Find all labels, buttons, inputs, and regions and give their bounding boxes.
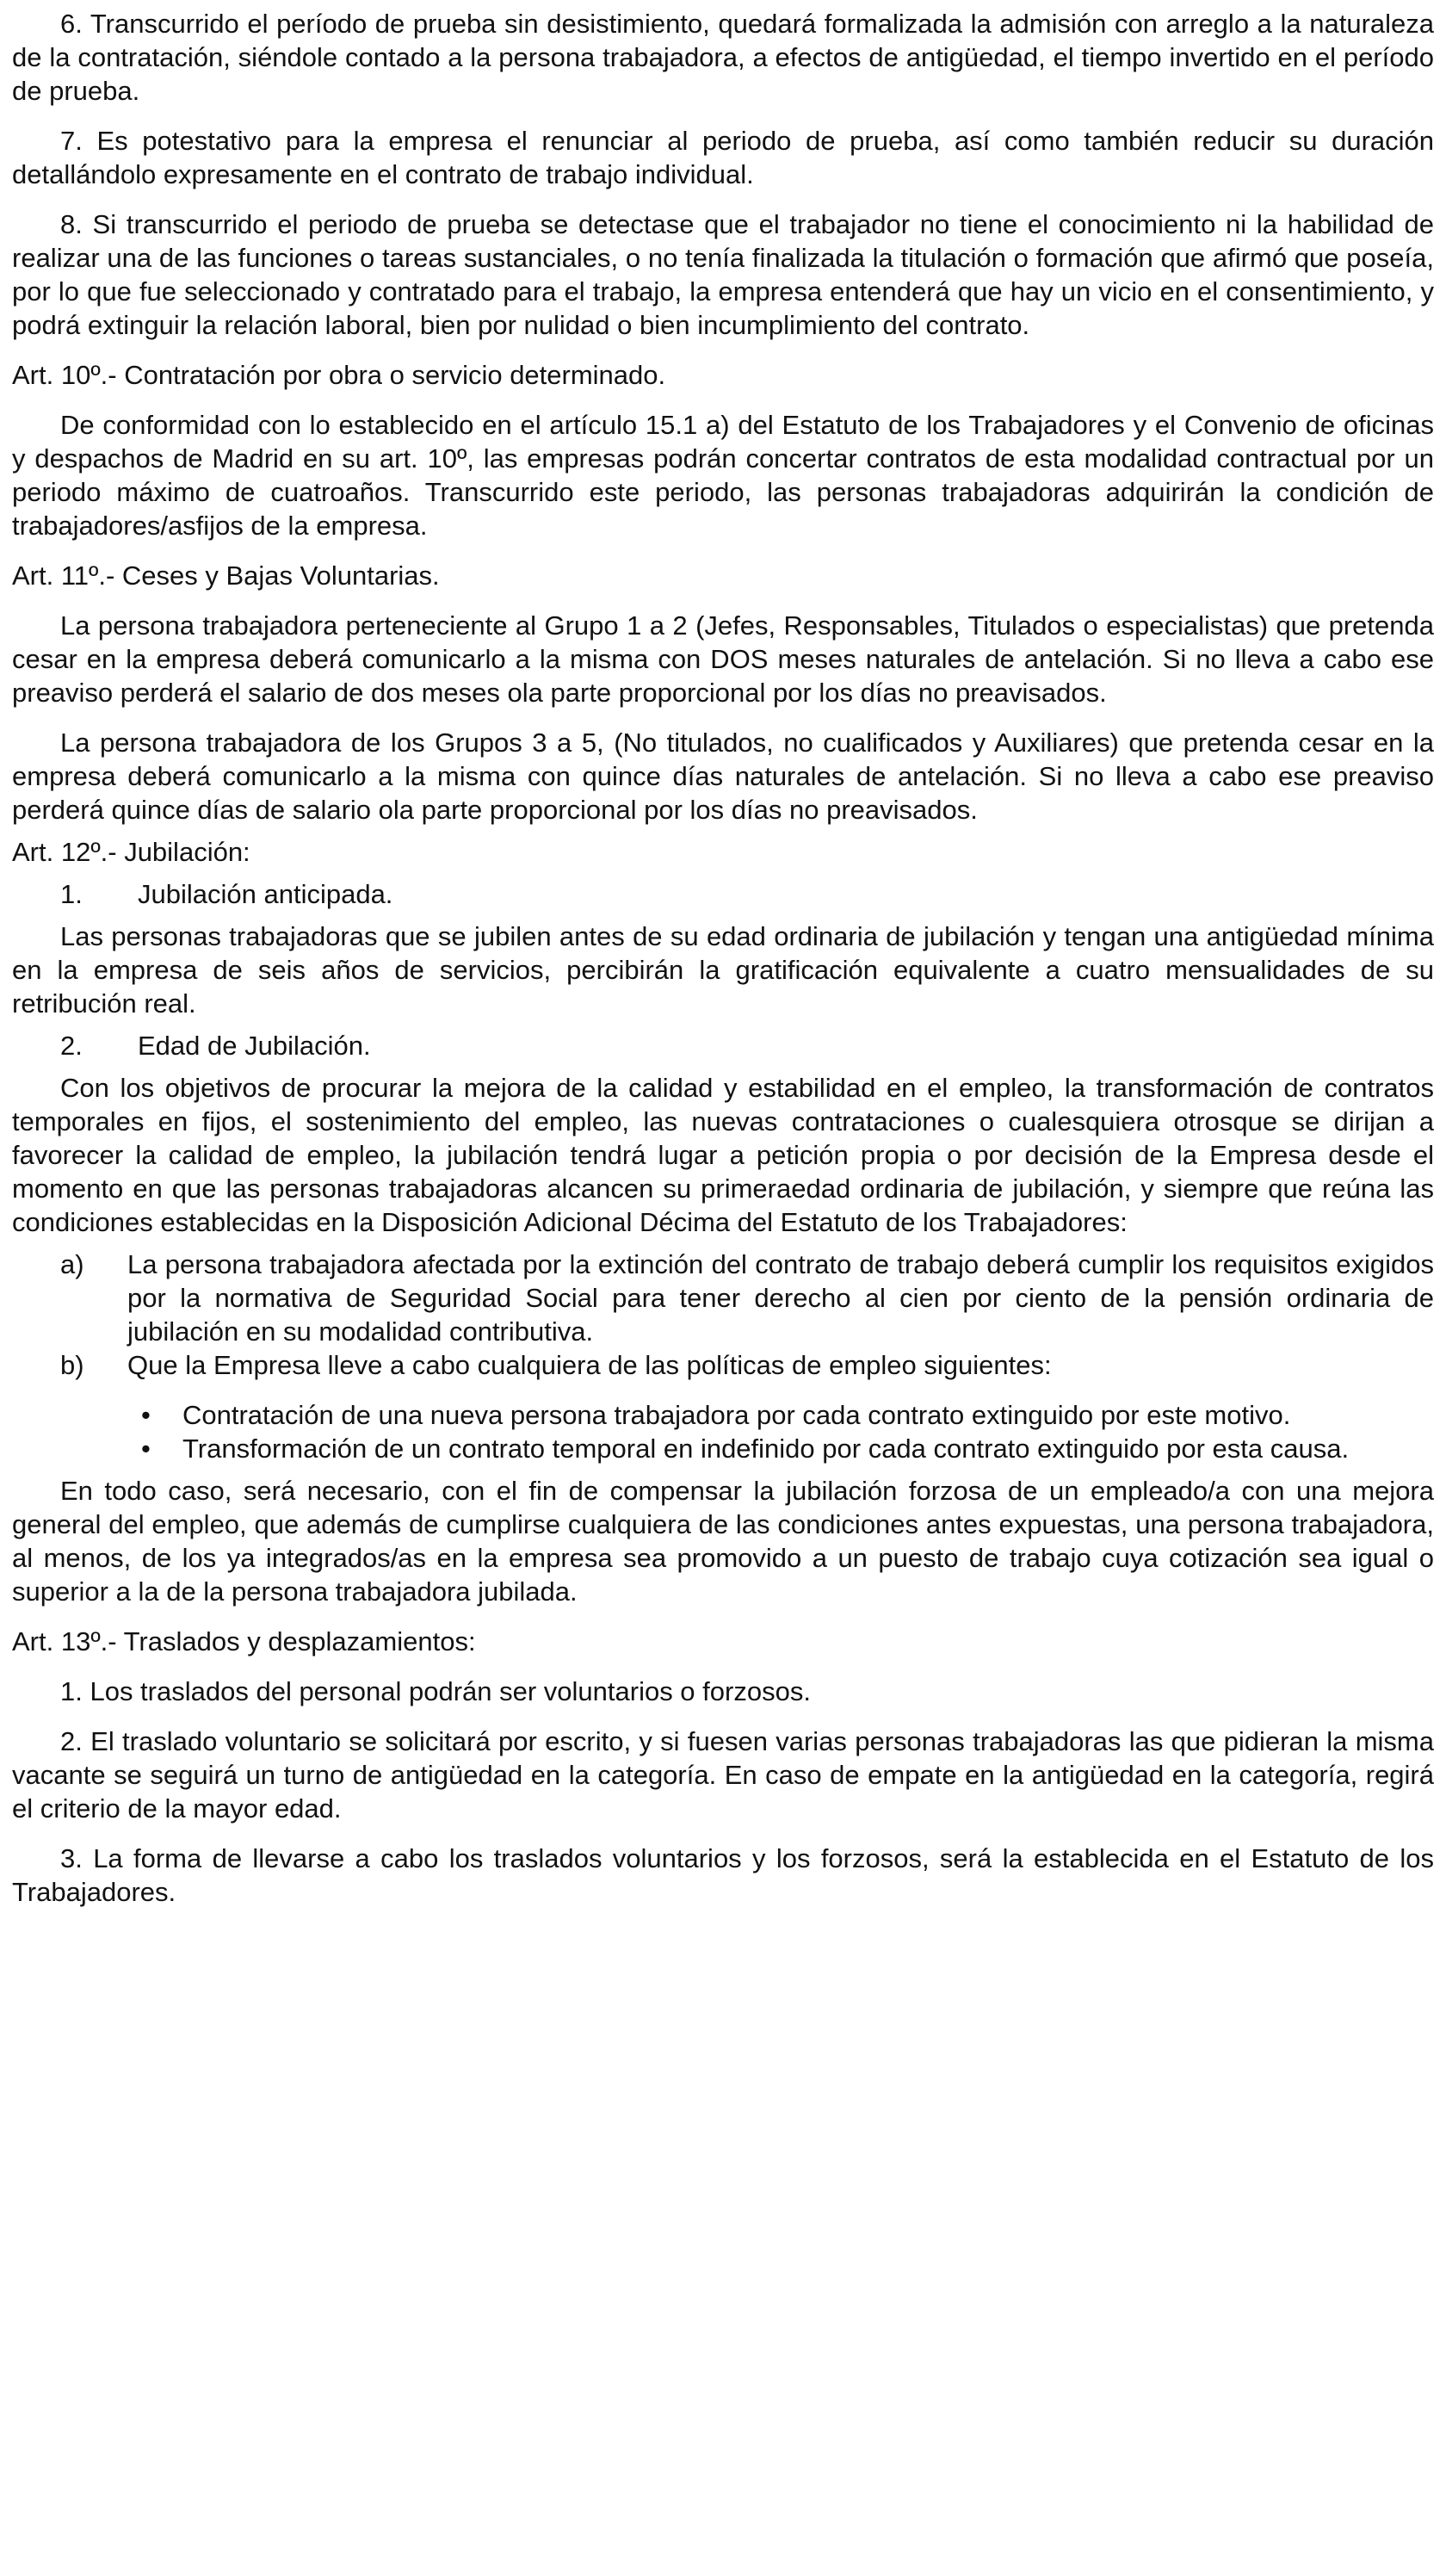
article-10-heading: Art. 10º.- Contratación por obra o servicio determinado. [12, 360, 666, 390]
bullet-icon: • [141, 1400, 151, 1430]
article-12-paragraph-2: Con los objetivos de procurar la mejora de la calidad y estabilidad en el empleo, la transformación de contratos temporales en fijos, el sostenimiento del empleo, las nuevas contrataciones o cualesquiera otrosque se dirijan a favorecer la calidad de empleo, la jubilación tendrá lugar a petición propia o por decisión de la Empresa desde el momento en que las personas trabajadoras alcancen su primeraedad ordinaria de jubilación, y siempre que reúna las condiciones establecidas en la Disposición Adicional Décima del Estatuto de los Trabajadores: [12, 1073, 1434, 1237]
article-12-paragraph-3: En todo caso, será necesario, con el fin de compensar la jubilación forzosa de un empleado/a con una mejora general del empleo, que además de cumplirse cualquiera de las condiciones antes expuestas, una persona trabajadora, al menos, de los ya integrados/as en la empresa sea promovido a un puesto de trabajo cuya cotización sea igual o superior a la de la persona trabajadora jubilada. [12, 1476, 1434, 1607]
item-title: Jubilación anticipada. [138, 879, 393, 909]
item-number: 1. [60, 879, 83, 909]
article-12-item-2 [60, 1029, 1434, 1062]
list-text: La persona trabajadora afectada por la extinción del contrato de trabajo deberá cumplir los requisitos exigidos por la normativa de Seguridad Social para tener derecho al cien por ciento de la pensión ordinaria de jubilación en su modalidad contributiva. [127, 1249, 1434, 1347]
paragraph-8: 8. Si transcurrido el periodo de prueba se detectase que el trabajador no tiene el conocimiento ni la habilidad de realizar una de las funciones o tareas sustanciales, o no tenía finalizada la titulación o formación que afirmó que poseía, por lo que fue seleccionado y contratado para el trabajo, la empresa entenderá que hay un vicio en el consentimiento, y podrá extinguir la relación laboral, bien por nulidad o bien incumplimiento del contrato. [12, 209, 1434, 340]
article-12-list-item-a [60, 1248, 1434, 1348]
article-12-list-item-b [60, 1348, 1434, 1382]
bullet-icon: • [141, 1434, 151, 1464]
article-13-paragraph-3: 3. La forma de llevarse a cabo los traslados voluntarios y los forzosos, será la establecida en el Estatuto de los Trabajadores. [12, 1843, 1434, 1907]
article-11-paragraph-2: La persona trabajadora de los Grupos 3 a 5, (No titulados, no cualificados y Auxiliares) que pretenda cesar en la empresa deberá comunicarlo a la misma con quince días naturales de antelación. Si no lleva a cabo ese preaviso perderá quince días de salario ola parte proporcional por los días no preavisados. [12, 728, 1434, 825]
list-text: Que la Empresa lleve a cabo cualquiera de las políticas de empleo siguientes: [127, 1350, 1052, 1380]
article-13-heading: Art. 13º.- Traslados y desplazamientos: [12, 1626, 476, 1656]
article-11-paragraph-1: La persona trabajadora perteneciente al Grupo 1 a 2 (Jefes, Responsables, Titulados o especialistas) que pretenda cesar en la empresa deberá comunicarlo a la misma con DOS meses naturales de antelación. Si no lleva a cabo ese preaviso perderá el salario de dos meses ola parte proporcional por los días no preavisados. [12, 610, 1434, 708]
paragraph-7: 7. Es potestativo para la empresa el renunciar al periodo de prueba, así como también reducir su duración detallándolo expresamente en el contrato de trabajo individual. [12, 126, 1434, 189]
article-11-heading: Art. 11º.- Ceses y Bajas Voluntarias. [12, 560, 440, 591]
bullet-text: Contratación de una nueva persona trabajadora por cada contrato extinguido por este motivo. [182, 1400, 1291, 1430]
list-label: a) [60, 1249, 84, 1279]
article-13-paragraph-2: 2. El traslado voluntario se solicitará por escrito, y si fuesen varias personas trabajadoras las que pidieran la misma vacante se seguirá un turno de antigüedad en la categoría. En caso de empate en la antigüedad en la categoría, regirá el criterio de la mayor edad. [12, 1726, 1434, 1824]
article-13-paragraph-1: 1. Los traslados del personal podrán ser voluntarios o forzosos. [60, 1676, 811, 1706]
article-10-paragraph: De conformidad con lo establecido en el artículo 15.1 a) del Estatuto de los Trabajadores y el Convenio de oficinas y despachos de Madrid en su art. 10º, las empresas podrán concertar contratos de esta modalidad contractual por un periodo máximo de cuatroaños. Transcurrido este periodo, las personas trabajadoras adquirirán la condición de trabajadores/asfijos de la empresa. [12, 410, 1434, 541]
article-12-bullet-2 [141, 1432, 1434, 1465]
article-12-heading: Art. 12º.- Jubilación: [12, 837, 250, 867]
bullet-text: Transformación de un contrato temporal en indefinido por cada contrato extinguido por esta causa. [182, 1434, 1350, 1464]
paragraph-6: 6. Transcurrido el período de prueba sin desistimiento, quedará formalizada la admisión con arreglo a la naturaleza de la contratación, siéndole contado a la persona trabajadora, a efectos de antigüedad, el tiempo invertido en el período de prueba. [12, 9, 1434, 106]
article-12-paragraph-1: Las personas trabajadoras que se jubilen antes de su edad ordinaria de jubilación y tengan una antigüedad mínima en la empresa de seis años de servicios, percibirán la gratificación equivalente a cuatro mensualidades de su retribución real. [12, 921, 1434, 1019]
article-12-item-1 [60, 877, 1434, 911]
list-label: b) [60, 1350, 84, 1380]
item-title: Edad de Jubilación. [138, 1031, 371, 1061]
article-12-bullet-1 [141, 1398, 1434, 1432]
item-number: 2. [60, 1031, 83, 1061]
